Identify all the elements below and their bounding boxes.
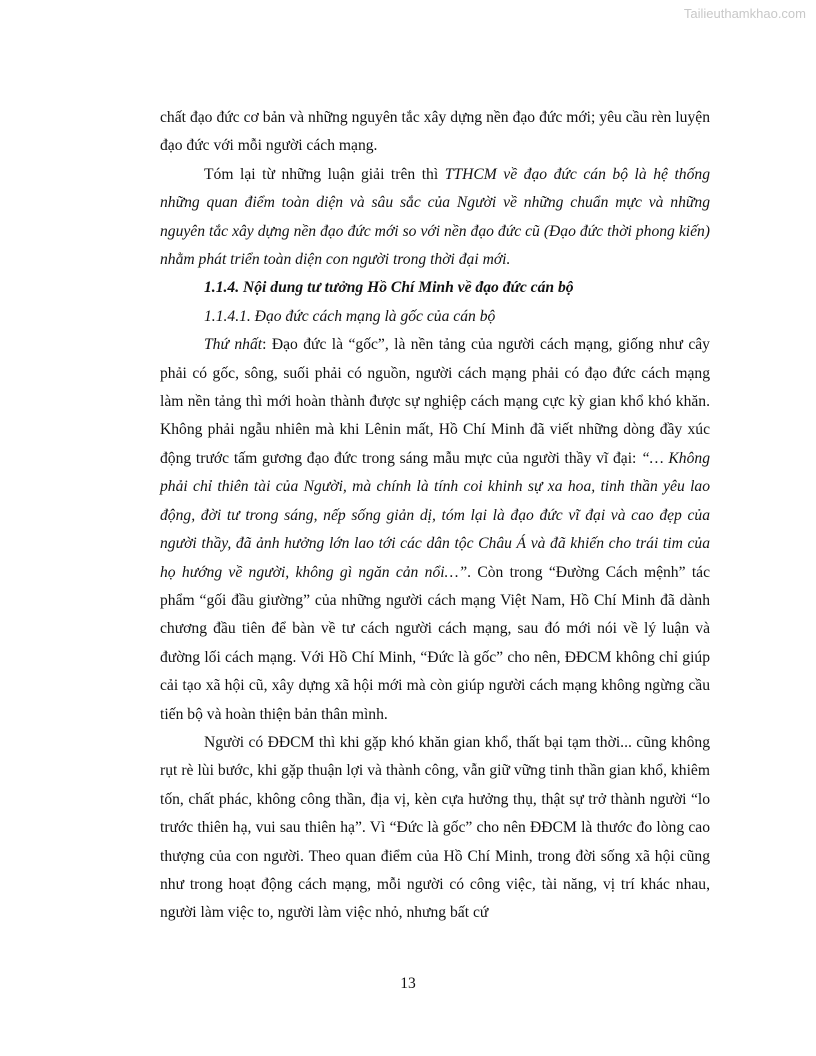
subsection-heading-1-1-4-1: 1.1.4.1. Đạo đức cách mạng là gốc của cán bộ: [204, 307, 496, 325]
paragraph-summary: [160, 161, 710, 275]
first-point-rest: . Còn trong “Đường Cách mệnh” tác phẩm “gối đầu giường” của những người cách mạng Việt Nam, Hồ Chí Minh đã dành chương đầu tiên để bàn về tư cách người cách mạng, sau đó mới nói về lý luận và đường lối cách mạng. Với Hồ Chí Minh, “Đức là gốc” cho nên, ĐĐCM không chỉ giúp cải tạo xã hội cũ, xây dựng xã hội mới mà còn giúp người cách mạng không ngừng cầu tiến bộ và hoàn thiện bản thân mình.: [160, 563, 710, 723]
summary-definition: TTHCM về đạo đức cán bộ là hệ thống những quan điểm toàn diện và sâu sắc của Người về những chuẩn mực và những nguyên tắc xây dựng nền đạo đức mới so với nền đạo đức cũ (Đạo đức thời phong kiến) nhằm phát triển toàn diện con người trong thời đại mới.: [160, 165, 710, 269]
document-body: [160, 104, 710, 928]
watermark: Tailieuthamkhao.com: [683, 6, 806, 21]
summary-intro: Tóm lại từ những luận giải trên thì: [204, 165, 445, 183]
paragraph-revolutionary-morality: Người có ĐĐCM thì khi gặp khó khăn gian khổ, thất bại tạm thời... cũng không rụt rè lùi bước, khi gặp thuận lợi và thành công, vẫn giữ vững tinh thần gian khổ, khiêm tốn, chất phác, không công thần, địa vị, kèn cựa hưởng thụ, thật sự trở thành người “lo trước thiên hạ, vui sau thiên hạ”. Vì “Đức là gốc” cho nên ĐĐCM là thước đo lòng cao thượng của con người. Theo quan điểm của Hồ Chí Minh, trong đời sống xã hội cũng như trong hoạt động cách mạng, mỗi người có công việc, tài năng, vị trí khác nhau, người làm việc to, người làm việc nhỏ, nhưng bất cứ: [160, 733, 710, 922]
paragraph-first-point: [160, 331, 710, 729]
section-heading-1-1-4: 1.1.4. Nội dung tư tưởng Hồ Chí Minh về đạo đức cán bộ: [204, 279, 574, 297]
first-point-text: : Đạo đức là “gốc”, là nền tảng của người cách mạng, giống như cây phải có gốc, sông, suối phải có nguồn, người cách mạng phải có đạo đức cách mạng làm nền tảng thì mới hoàn thành được sự nghiệp cách mạng cực kỳ gian khổ khó khăn. Không phải ngẫu nhiên mà khi Lênin mất, Hồ Chí Minh đã viết những dòng đầy xúc động trước tấm gương đạo đức trong sáng mẫu mực của người thầy vĩ đại:: [160, 336, 710, 467]
page-number: 13: [400, 975, 416, 992]
first-point-lead: Thứ nhất: [204, 336, 263, 354]
lenin-quote: “… Không phải chỉ thiên tài của Người, mà chính là tính coi khinh sự xa hoa, tinh thần yêu lao động, đời tư trong sáng, nếp sống giản dị, tóm lại là đạo đức vĩ đại và cao đẹp của người thầy, đã ảnh hưởng lớn lao tới các dân tộc Châu Á và đã khiến cho trái tim của họ hướng về người, không gì ngăn cản nổi…”: [160, 449, 710, 581]
paragraph-1: chất đạo đức cơ bản và những nguyên tắc xây dựng nền đạo đức mới; yêu cầu rèn luyện đạo đức với mỗi người cách mạng.: [160, 109, 710, 155]
